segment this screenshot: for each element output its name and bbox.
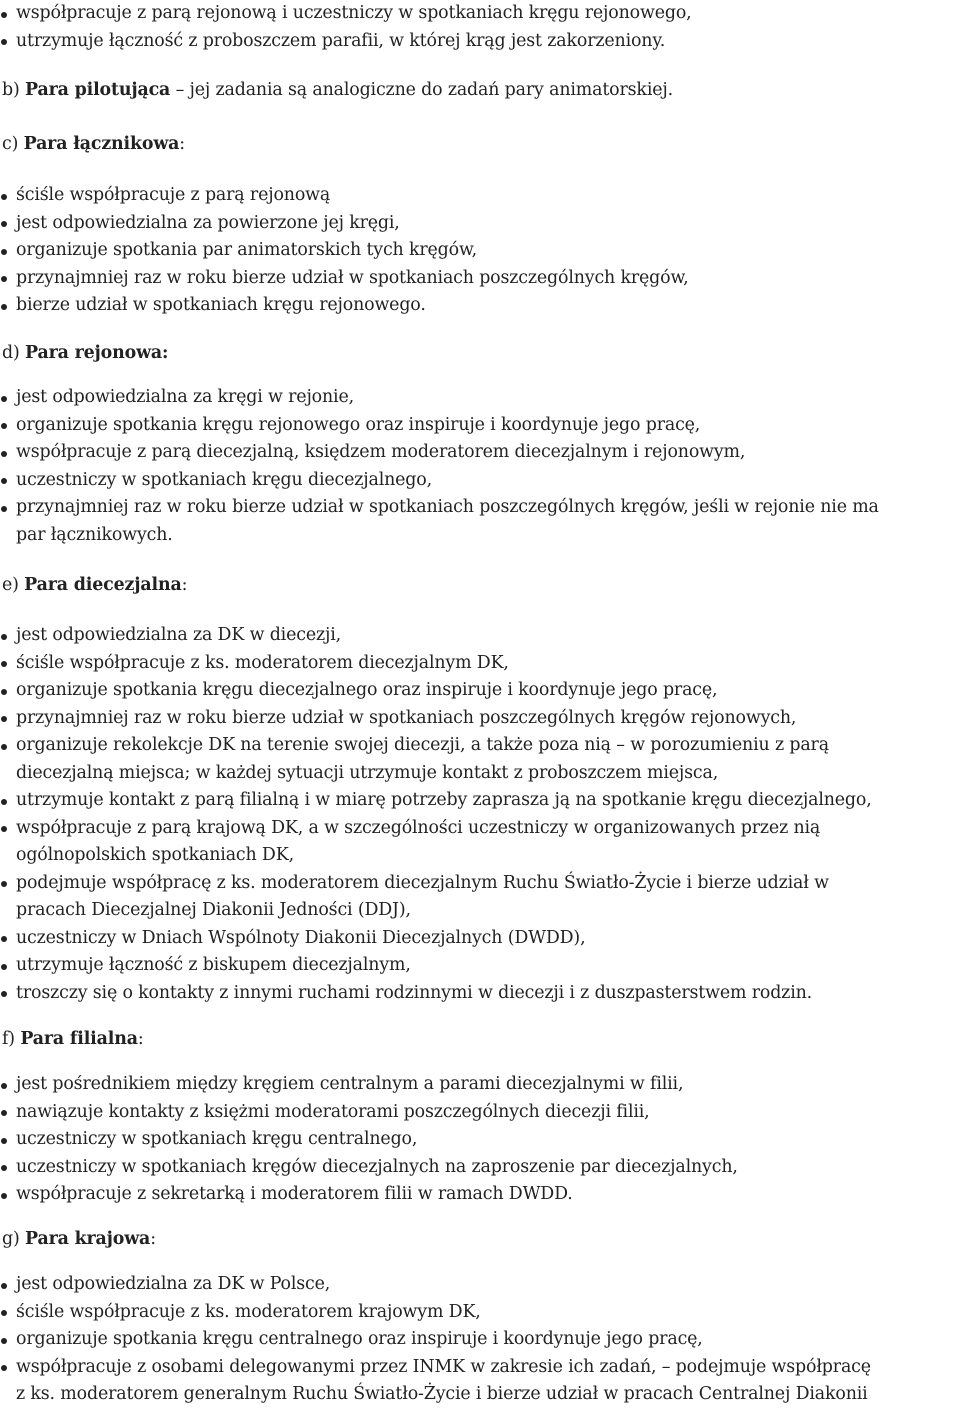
section-e-marker: e) [2, 575, 25, 595]
section-c-suffix: : [179, 134, 186, 154]
list-item: współpracuje z osobami delegowanymi przez INMK w zakresie ich zadań, – podejmuje współpracę [0, 1354, 871, 1382]
section-e-title: Para diecezjalna [24, 575, 182, 595]
list-item: organizuje spotkania kręgu centralnego oraz inspiruje i koordynuje jego pracę, [0, 1326, 871, 1354]
list-item: jest odpowiedzialna za DK w Polsce, [0, 1271, 871, 1299]
section-f-heading [0, 1026, 144, 1054]
list-item: współpracuje z parą rejonową i uczestniczy w spotkaniach kręgu rejonowego, [0, 0, 692, 28]
list-item-continuation: z ks. moderatorem generalnym Ruchu Światło-Życie i bierze udział w pracach Centralnej Diakonii [16, 1384, 868, 1404]
section-c-title: Para łącznikowa [23, 134, 180, 154]
list-item: ściśle współpracuje z parą rejonową [0, 182, 689, 210]
list-item: uczestniczy w spotkaniach kręgów diecezjalnych na zaproszenie par diecezjalnych, [0, 1154, 738, 1182]
section-f-list [0, 1071, 738, 1209]
list-item: współpracuje z sekretarką i moderatorem filii w ramach DWDD. [0, 1181, 738, 1209]
section-d-marker: d) [2, 343, 25, 363]
list-item: jest odpowiedzialna za DK w diecezji, [0, 622, 872, 650]
list-item-continuation: pracach Diecezjalnej Diakonii Jedności (DDJ), [16, 900, 411, 920]
list-item: nawiązuje kontakty z księżmi moderatorami poszczególnych diecezji filii, [0, 1099, 738, 1127]
section-d-heading [0, 340, 168, 368]
section-g-list [0, 1271, 871, 1409]
section-g-marker: g) [2, 1229, 25, 1249]
section-d-title: Para rejonowa: [25, 343, 169, 363]
list-item: jest pośrednikiem między kręgiem centralnym a parami diecezjalnymi w filii, [0, 1071, 738, 1099]
list-item: organizuje spotkania kręgu diecezjalnego oraz inspiruje i koordynuje jego pracę, [0, 677, 872, 705]
list-item-continuation: par łącznikowych. [16, 524, 173, 545]
section-c-heading [0, 131, 185, 159]
section-e-heading [0, 572, 187, 600]
section-g-heading [0, 1226, 156, 1254]
list-item: jest odpowiedzialna za powierzone jej kręgi, [0, 210, 689, 238]
list-item: podejmuje współpracę z ks. moderatorem diecezjalnym Ruchu Światło-Życie i bierze udział w [0, 870, 872, 898]
section-g-title: Para krajowa [25, 1229, 151, 1249]
list-item: uczestniczy w spotkaniach kręgu centralnego, [0, 1126, 738, 1154]
section-e-list [0, 622, 872, 1007]
list-item: utrzymuje łączność z proboszczem parafii, w której krąg jest zakorzeniony. [0, 28, 692, 56]
list-item: przynajmniej raz w roku bierze udział w spotkaniach poszczególnych kręgów, jeśli w rejonie nie ma [0, 494, 879, 522]
list-item-continuation: diecezjalną miejsca; w każdej sytuacji utrzymuje kontakt z proboszczem miejsca, [16, 762, 719, 783]
section-b-marker: b) [2, 80, 25, 100]
list-item: jest odpowiedzialna za kręgi w rejonie, [0, 384, 879, 412]
list-item: organizuje spotkania kręgu rejonowego oraz inspiruje i koordynuje jego pracę, [0, 412, 879, 440]
list-item: uczestniczy w spotkaniach kręgu diecezjalnego, [0, 467, 879, 495]
section-b-text: – jej zadania są analogiczne do zadań pary animatorskiej. [170, 80, 673, 100]
section-d-list [0, 384, 879, 549]
section-f-marker: f) [2, 1029, 21, 1049]
section-g-suffix: : [150, 1229, 156, 1249]
list-item: bierze udział w spotkaniach kręgu rejonowego. [0, 292, 689, 320]
list-item: ściśle współpracuje z ks. moderatorem diecezjalnym DK, [0, 650, 872, 678]
section-c-list [0, 182, 689, 320]
section-b-title: Para pilotująca [25, 80, 171, 100]
list-item: ściśle współpracuje z ks. moderatorem krajowym DK, [0, 1299, 871, 1327]
list-item-continuation: ogólnopolskich spotkaniach DK, [16, 845, 294, 865]
list-item: współpracuje z parą krajową DK, a w szczególności uczestniczy w organizowanych przez nią [0, 815, 872, 843]
list-item: organizuje spotkania par animatorskich tych kręgów, [0, 237, 689, 265]
list-item: troszczy się o kontakty z innymi ruchami rodzinnymi w diecezji i z duszpasterstwem rodzin. [0, 980, 872, 1008]
list-item: utrzymuje kontakt z parą filialną i w miarę potrzeby zaprasza ją na spotkanie kręgu diecezjalnego, [0, 787, 872, 815]
section-b-paragraph [0, 77, 673, 105]
list-item: przynajmniej raz w roku bierze udział w spotkaniach poszczególnych kręgów, [0, 265, 689, 293]
section-e-suffix: : [181, 575, 188, 595]
list-item: przynajmniej raz w roku bierze udział w spotkaniach poszczególnych kręgów rejonowych, [0, 705, 872, 733]
section-f-title: Para filialna [20, 1029, 138, 1049]
list-item: organizuje rekolekcje DK na terenie swojej diecezji, a także poza nią – w porozumieniu z parą [0, 732, 872, 760]
section-c-marker: c) [2, 134, 24, 154]
top-list [0, 0, 692, 55]
list-item: współpracuje z parą diecezjalną, księdzem moderatorem diecezjalnym i rejonowym, [0, 439, 879, 467]
list-item: uczestniczy w Dniach Wspólnoty Diakonii Diecezjalnych (DWDD), [0, 925, 872, 953]
section-f-suffix: : [137, 1029, 144, 1049]
list-item: utrzymuje łączność z biskupem diecezjalnym, [0, 952, 872, 980]
